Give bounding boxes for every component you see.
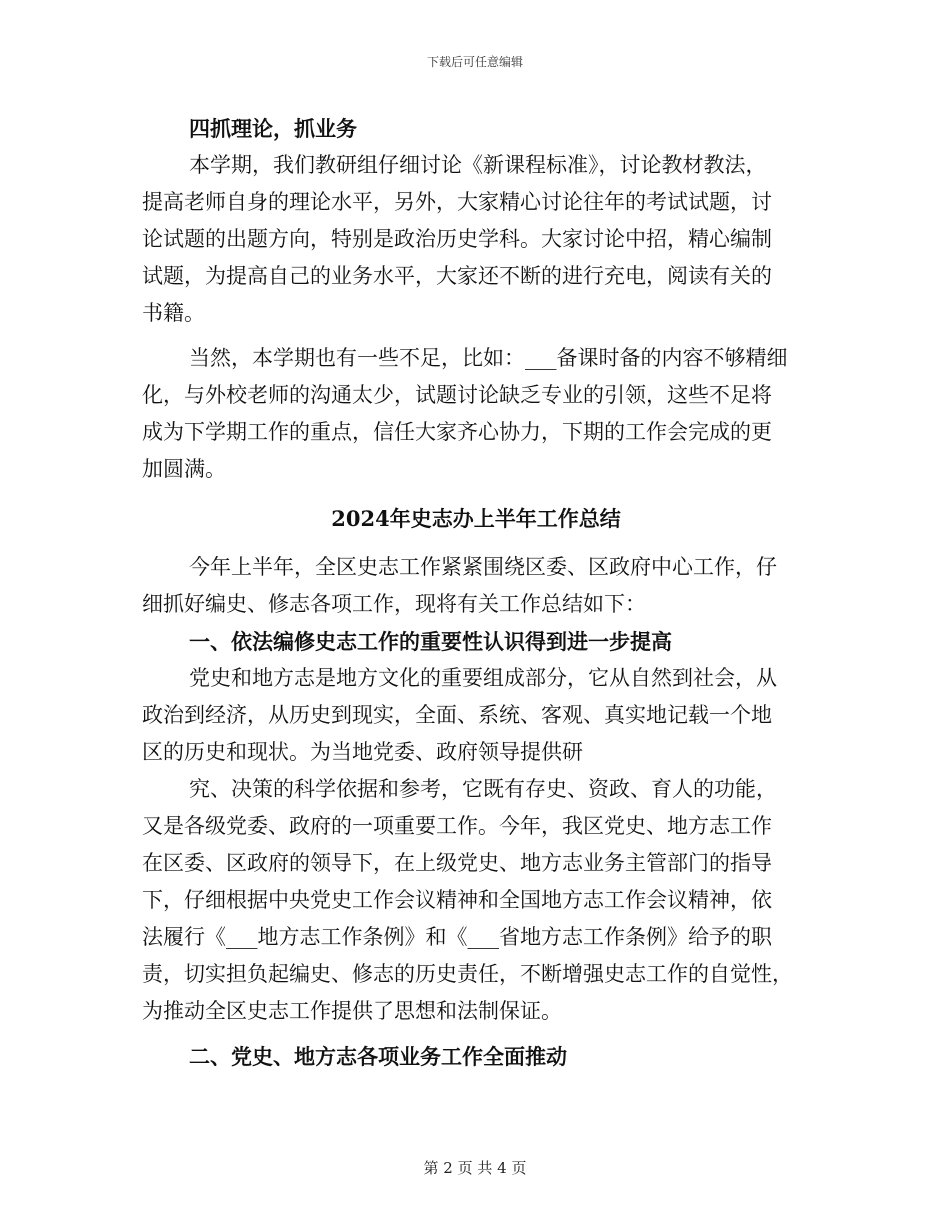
paragraph-line: 法履行《___地方志工作条例》和《___省地方志工作条例》给予的职	[142, 925, 772, 949]
paragraph-line: 今年上半年，全区史志工作紧紧围绕区委、区政府中心工作，仔	[189, 555, 777, 579]
paragraph-line: 书籍。	[142, 301, 205, 325]
paragraph-line: 在区委、区政府的领导下，在上级党史、地方志业务主管部门的指导	[142, 851, 772, 875]
page-header: 下载后可任意编辑	[426, 55, 523, 69]
paragraph-line: 细抓好编史、修志各项工作，现将有关工作总结如下：	[142, 592, 646, 616]
document-body	[142, 110, 810, 1075]
paragraph-line: 区的历史和现状。为当地党委、政府领导提供研	[142, 740, 583, 764]
paragraph-line: 党史和地方志是地方文化的重要组成部分，它从自然到社会，从	[189, 666, 777, 690]
page-footer: 第 2 页 共 4 页	[423, 1159, 527, 1177]
paragraph-line: 当然，本学期也有一些不足，比如：___备课时备的内容不够精细	[189, 346, 788, 370]
paragraph-line: 责，切实担负起编史、修志的历史责任，不断增强史志工作的自觉性，	[142, 962, 793, 986]
paragraph-line: 试题，为提高自己的业务水平，大家还不断的进行充电，阅读有关的	[142, 264, 772, 288]
paragraph-line: 究、决策的科学依据和参考，它既有存史、资政、育人的功能，	[189, 777, 777, 801]
paragraph-line: 下，仔细根据中央党史工作会议精神和全国地方志工作会议精神，依	[142, 888, 772, 912]
paragraph-line: 化，与外校老师的沟通太少，试题讨论缺乏专业的引领，这些不足将	[142, 383, 772, 407]
section-heading: 二、党史、地方志各项业务工作全面推动	[189, 1044, 567, 1069]
paragraph-line: 论试题的出题方向，特别是政治历史学科。大家讨论中招，精心编制	[142, 227, 772, 251]
paragraph-line: 加圆满。	[142, 457, 226, 481]
document-title: 2024年史志办上半年工作总结	[331, 506, 621, 531]
paragraph-line: 又是各级党委、政府的一项重要工作。今年，我区党史、地方志工作	[142, 814, 772, 838]
paragraph-line: 为推动全区史志工作提供了思想和法制保证。	[142, 999, 562, 1023]
paragraph-line: 成为下学期工作的重点，信任大家齐心协力，下期的工作会完成的更	[142, 420, 772, 444]
paragraph-line: 政治到经济，从历史到现实，全面、系统、客观、真实地记载一个地	[142, 703, 772, 727]
section-heading: 四抓理论，抓业务	[189, 116, 357, 141]
section-heading: 一、依法编修史志工作的重要性认识得到进一步提高	[189, 629, 672, 654]
paragraph-line: 提高老师自身的理论水平，另外，大家精心讨论往年的考试试题，讨	[142, 190, 772, 214]
paragraph-line: 本学期，我们教研组仔细讨论《新课程标准》，讨论教材教法，	[189, 153, 767, 177]
